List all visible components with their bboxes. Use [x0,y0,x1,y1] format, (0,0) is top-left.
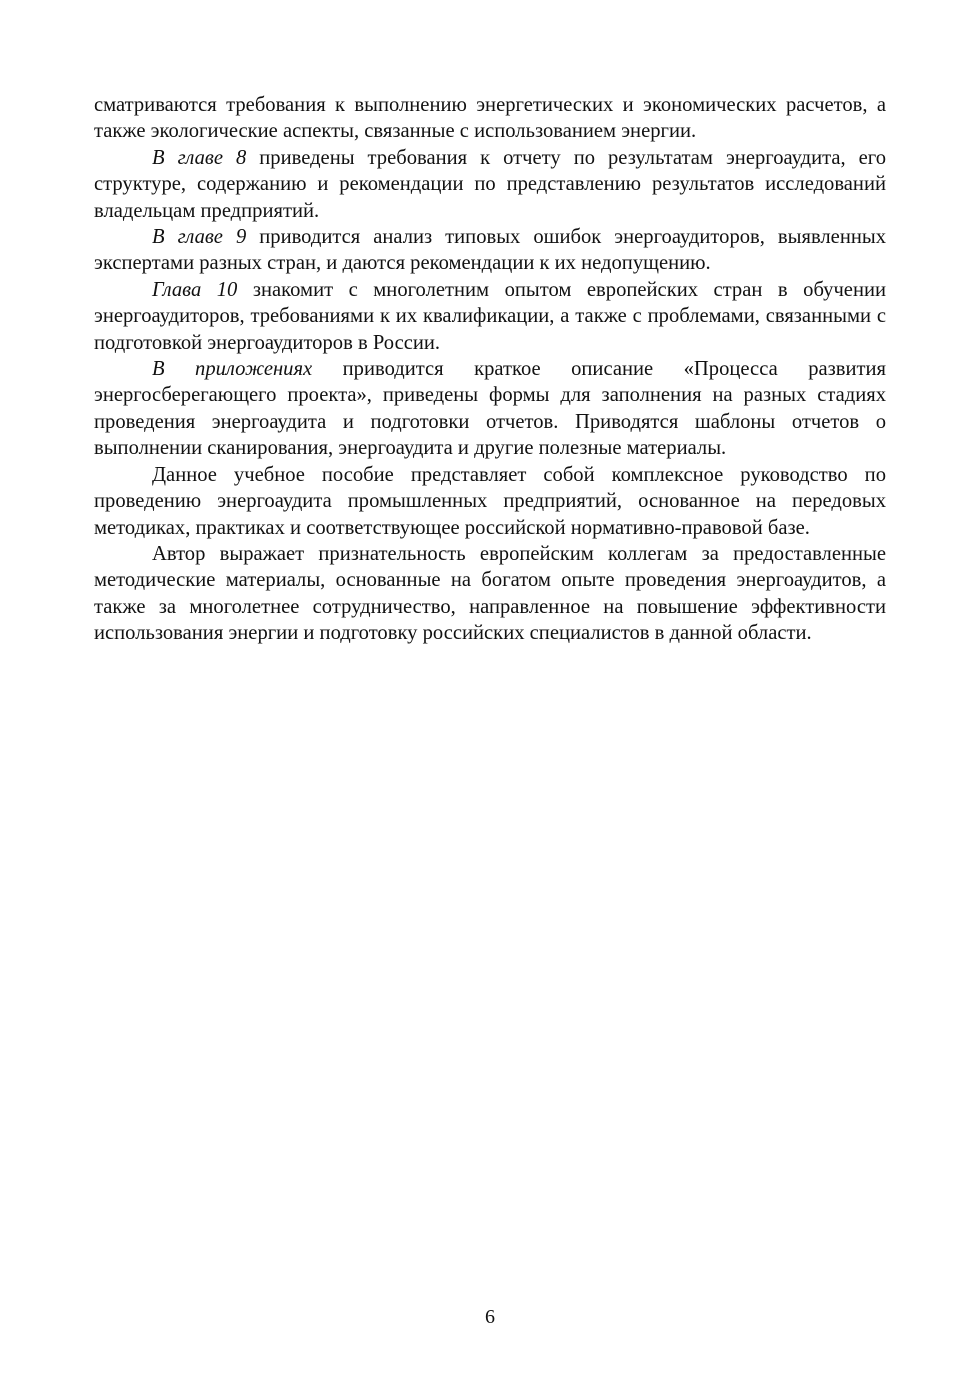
paragraph-lead-italic: В главе 8 [152,146,247,169]
paragraph-chapter-10 [94,277,886,356]
paragraph-text: приводится анализ типовых ошибок энергоаудиторов, выявленных экспертами разных стран, и даются рекомендации к их недопущению. [94,226,886,275]
paragraph-text: приводится краткое описание «Процесса развития энергосберегающего проекта», приведены формы для заполнения на разных стадиях проведения энергоаудита и подготовки отчетов. Приводятся шаблоны отчетов о выполнении сканирования, энергоаудита и другие полезные материалы. [94,358,886,460]
paragraph-summary [94,462,886,541]
body-text [94,92,886,647]
paragraph-lead-italic: В главе 9 [152,226,247,249]
paragraph-lead-italic: В приложениях [152,358,313,381]
page-number: 6 [485,1306,495,1328]
paragraph-chapter-8 [94,145,886,224]
paragraph-text: знакомит с многолетним опытом европейских стран в обучении энергоаудиторов, требованиями к их квалификации, а также с проблемами, связанными с подготовкой энергоаудиторов в России. [94,278,887,354]
paragraph-lead-italic: Глава 10 [152,278,238,301]
paragraph-continuation [94,92,886,145]
paragraph-appendices [94,356,886,462]
paragraph-text: Данное учебное пособие представляет собой комплексное руководство по проведению энергоаудита промышленных предприятий, основанное на передовых методиках, практиках и соответствующее российской нормативно-правовой базе. [94,463,886,539]
paragraph-text: Автор выражает признательность европейским коллегам за предоставленные методические материалы, основанные на богатом опыте проведения энергоаудитов, а также за многолетнее сотрудничество, направленное на повышение эффективности использования энергии и подготовку российских специалистов в данной области. [94,542,886,645]
paragraph-text: приведены требования к отчету по результатам энергоаудита, его структуре, содержанию и рекомендации по представлению результатов исследований владельцам предприятий. [94,146,886,222]
paragraph-acknowledgement [94,541,886,647]
paragraph-chapter-9 [94,224,886,277]
paragraph-text: сматриваются требования к выполнению энергетических и экономических расчетов, а также экологические аспекты, связанные с использованием энергии. [94,94,886,143]
